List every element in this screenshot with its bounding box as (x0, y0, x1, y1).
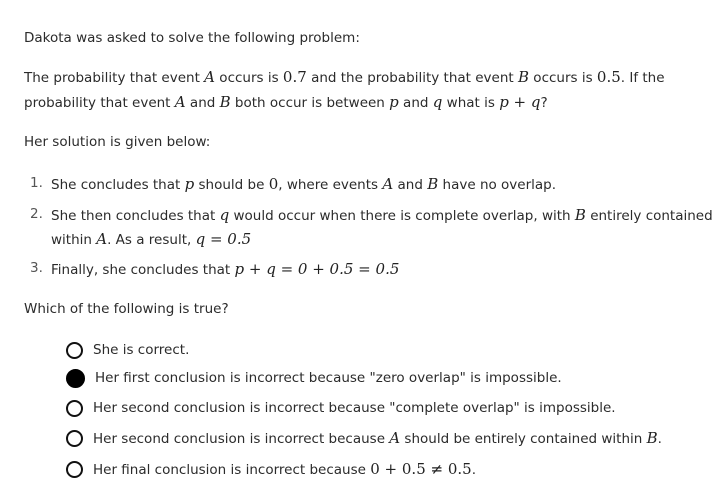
step-number: 2. (30, 206, 43, 222)
option-second-conclusion-overlap-impossible[interactable] (66, 397, 616, 419)
problem-line-2: probability that event A and B both occur is between p and q what is p + q? (24, 93, 548, 111)
option-first-conclusion-incorrect[interactable] (66, 367, 562, 389)
step-number: 1. (30, 175, 43, 191)
option-label: Her final conclusion is incorrect because 0 + 0.5 ≠ 0.5. (93, 460, 476, 478)
solution-intro: Her solution is given below: (24, 134, 211, 150)
step-1-text: She concludes that p should be 0, where events A and B have no overlap. (51, 175, 557, 193)
step-3-text: Finally, she concludes that p + q = 0 + 0.5 = 0.5 (51, 260, 400, 278)
option-final-conclusion-incorrect[interactable] (66, 458, 476, 480)
radio-button[interactable] (66, 430, 83, 447)
option-label: Her first conclusion is incorrect because "zero overlap" is impossible. (95, 370, 562, 386)
radio-button[interactable] (66, 400, 83, 417)
question-text: Which of the following is true? (24, 301, 229, 317)
option-label: Her second conclusion is incorrect because "complete overlap" is impossible. (93, 400, 616, 416)
option-second-conclusion-a-contained[interactable] (66, 427, 662, 449)
radio-button[interactable] (66, 461, 83, 478)
step-2-text-line-2: within A. As a result, q = 0.5 (51, 230, 252, 248)
problem-line-1: The probability that event A occurs is 0.7 and the probability that event B occurs is 0.5. If the (24, 68, 665, 86)
option-label: She is correct. (93, 342, 190, 358)
step-number: 3. (30, 260, 43, 276)
radio-button-selected[interactable] (66, 369, 85, 388)
radio-button[interactable] (66, 342, 83, 359)
step-2-text-line-1: She then concludes that q would occur when there is complete overlap, with B entirely contained (51, 206, 713, 224)
option-label: Her second conclusion is incorrect because A should be entirely contained within B. (93, 429, 662, 447)
intro-text: Dakota was asked to solve the following problem: (24, 30, 360, 46)
option-she-is-correct[interactable] (66, 339, 189, 361)
